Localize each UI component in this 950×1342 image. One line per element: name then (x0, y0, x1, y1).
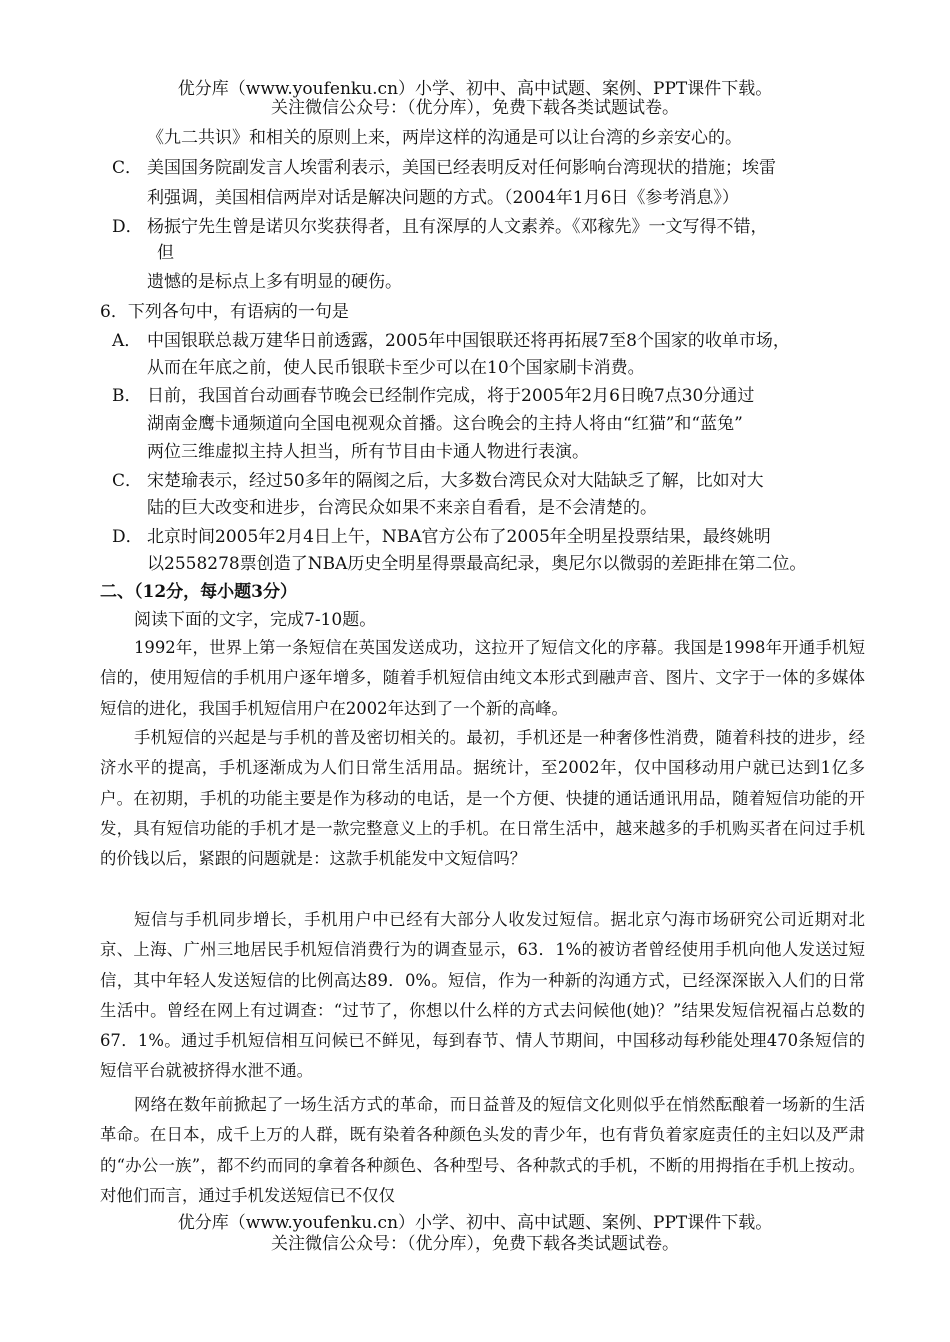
q5-option-c-line-2: 利强调，美国相信两岸对话是解决问题的方式。（2004年1月6日《参考消息》） (147, 188, 739, 208)
page-header-line-2: 关注微信公众号：（优分库），免费下载各类试题试卷。 (271, 98, 679, 118)
q6-stem: 6．下列各句中，有语病的一句是 (100, 302, 349, 322)
q6-option-b-line-3: 两位三维虚拟主持人担当，所有节目由卡通人物进行表演。 (147, 442, 589, 462)
q5-option-d-line-1: 杨振宁先生曾是诺贝尔奖获得者，且有深厚的人文素养。《邓稼先》一文写得不错， (147, 217, 768, 237)
section-instruction: 阅读下面的文字，完成7-10题。 (134, 610, 377, 630)
q6-option-b-line-1: 日前，我国首台动画春节晚会已经制作完成，将于2005年2月6日晚7点30分通过 (147, 386, 755, 406)
q6-option-c-label: C． (112, 471, 143, 491)
section-heading: 二、（12分，每小题3分） (100, 582, 297, 602)
q6-option-a-line-1: 中国银联总裁万建华日前透露，2005年中国银联还将再拓展7至8个国家的收单市场， (147, 331, 790, 351)
q5-option-d-line-2: 但 (157, 243, 174, 263)
q6-option-d-label: D． (112, 527, 143, 547)
q5-option-b-tail: 《九二共识》和相关的原则上来，两岸这样的沟通是可以让台湾的乡亲安心的。 (147, 128, 742, 148)
q5-option-d-label: D． (112, 217, 143, 237)
q6-option-c-line-2: 陆的巨大改变和进步，台湾民众如果不来亲自看看，是不会清楚的。 (147, 498, 657, 518)
passage-paragraph-2: 手机短信的兴起是与手机的普及密切相关的。最初，手机还是一种奢侈性消费，随着科技的进步，经济水平的提高，手机逐渐成为人们日常生活用品。据统计，至2002年，仅中国移动用户就已达到1亿多户。在初期，手机的功能主要是作为移动的电话，是一个方便、快捷的通话通讯用品，随着短信功能的开发，具有短信功能的手机才是一款完整意义上的手机。在日常生活中，越来越多的手机购买者在问过手机的价钱以后，紧跟的问题就是：这款手机能发中文短信吗？ (100, 728, 865, 869)
q5-option-c-label: C． (112, 158, 143, 178)
q5-option-d-line-3: 遗憾的是标点上多有明显的硬伤。 (147, 272, 402, 292)
q6-option-c-line-1: 宋楚瑜表示，经过50多年的隔阂之后，大多数台湾民众对大陆缺乏了解，比如对大 (147, 471, 764, 491)
passage-paragraph-3: 短信与手机同步增长，手机用户中已经有大部分人收发过短信。据北京勺海市场研究公司近期对北京、上海、广州三地居民手机短信消费行为的调查显示，63．1%的被访者曾经使用手机向他人发送过短信，其中年轻人发送短信的比例高达89．0%。短信，作为一种新的沟通方式，已经深深嵌入人们的日常生活中。曾经在网上有过调查：“过节了，你想以什么样的方式去问候他(她)？”结果发短信祝福占总数的67．1%。通过手机短信相互问候已不鲜见，每到春节、情人节期间，中国移动每秒能处理470条短信的短信平台就被挤得水泄不通。 (100, 910, 865, 1081)
q6-option-d-line-2: 以2558278票创造了NBA历史全明星得票最高纪录，奥尼尔以微弱的差距排在第二位。 (147, 554, 807, 574)
q6-option-b-line-2: 湖南金鹰卡通频道向全国电视观众首播。这台晚会的主持人将由“红猫”和“蓝兔” (147, 414, 743, 434)
passage-paragraph-4: 网络在数年前掀起了一场生活方式的革命，而日益普及的短信文化则似乎在悄然酝酿着一场新的生活革命。在日本，成千上万的人群，既有染着各种颜色头发的青少年，也有背负着家庭责任的主妇以及严肃的“办公一族”，都不约而同的拿着各种颜色、各种型号、各种款式的手机，不断的用拇指在手机上按动。对他们而言，通过手机发送短信已不仅仅 (100, 1095, 865, 1205)
q6-option-d-line-1: 北京时间2005年2月4日上午，NBA官方公布了2005年全明星投票结果，最终姚明 (147, 527, 771, 547)
page-footer-line-2: 关注微信公众号：（优分库），免费下载各类试题试卷。 (271, 1234, 679, 1254)
q6-option-a-line-2: 从而在年底之前，使人民币银联卡至少可以在10个国家刷卡消费。 (147, 358, 645, 378)
q6-option-a-label: A． (112, 331, 142, 351)
q5-option-c-line-1: 美国国务院副发言人埃雷利表示，美国已经表明反对任何影响台湾现状的措施；埃雷 (147, 158, 776, 178)
page-header-line-1: 优分库（www.youfenku.cn）小学、初中、高中试题、案例、PPT课件下载。 (177, 79, 773, 99)
q6-option-b-label: B． (112, 386, 142, 406)
passage-paragraph-1: 1992年，世界上第一条短信在英国发送成功，这拉开了短信文化的序幕。我国是1998年开通手机短信的，使用短信的手机用户逐年增多，随着手机短信由纯文本形式到融声音、图片、文字于一体的多媒体短信的进化，我国手机短信用户在2002年达到了一个新的高峰。 (100, 638, 865, 718)
page-footer-line-1: 优分库（www.youfenku.cn）小学、初中、高中试题、案例、PPT课件下载。 (177, 1213, 773, 1233)
